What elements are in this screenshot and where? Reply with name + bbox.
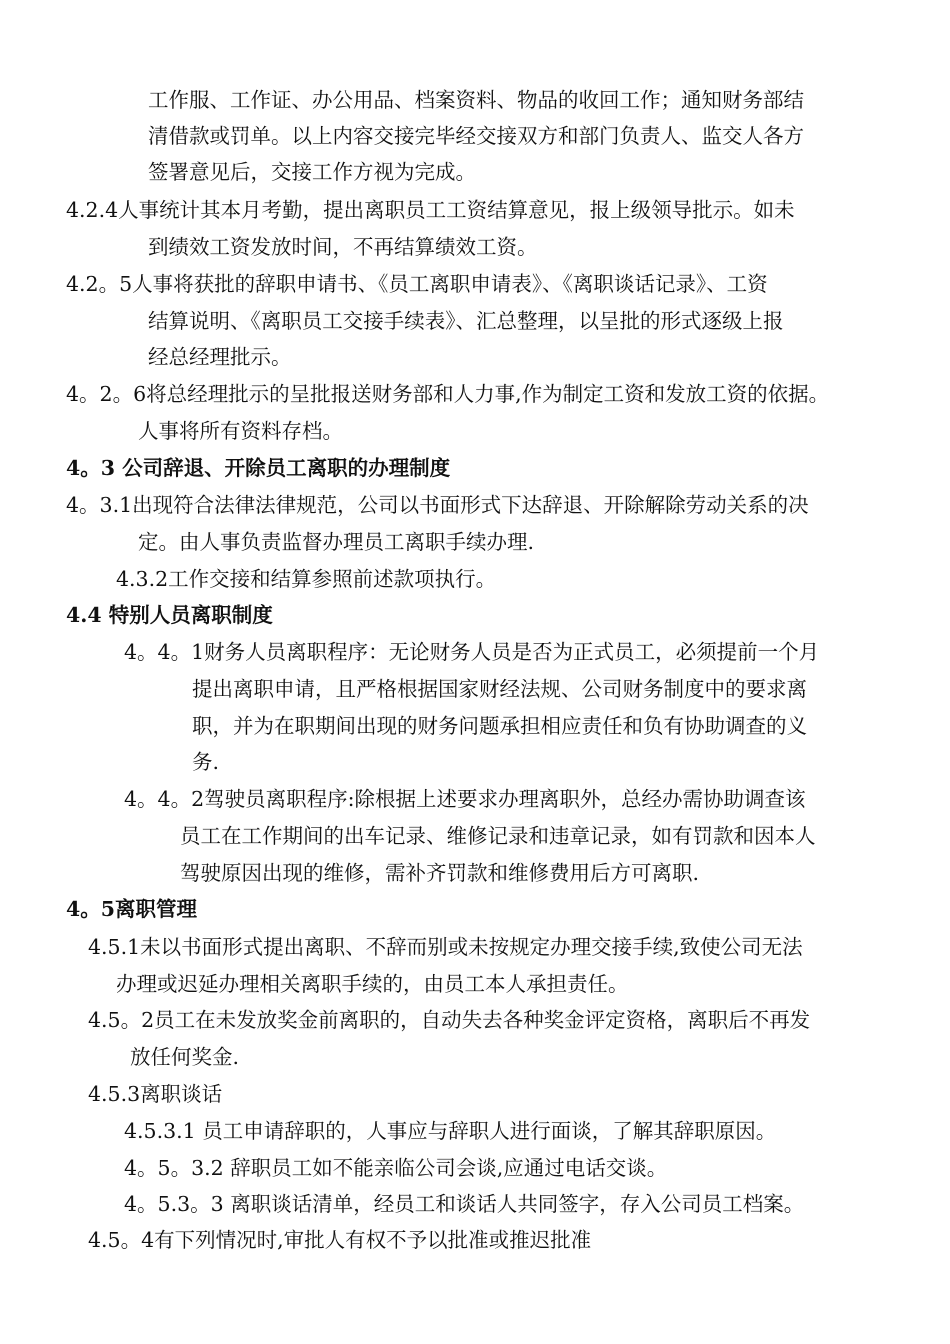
text-line: 职，并为在职期间出现的财务问题承担相应责任和负有协助调查的义: [192, 714, 807, 738]
text-line: 到绩效工资发放时间，不再结算绩效工资。: [148, 235, 538, 259]
text-line: 定。由人事负责监督办理员工离职手续办理.: [138, 530, 535, 554]
text-line: 4.5.3.1 员工申请辞职的，人事应与辞职人进行面谈，了解其辞职原因。: [124, 1119, 777, 1143]
text-line: 清借款或罚单。以上内容交接完毕经交接双方和部门负责人、监交人各方: [148, 124, 804, 148]
text-line: 4。5.3。3 离职谈话清单，经员工和谈话人共同签字，存入公司员工档案。: [124, 1192, 805, 1216]
text-line: 提出离职申请，且严格根据国家财经法规、公司财务制度中的要求离: [192, 677, 807, 701]
text-line: 务.: [192, 750, 220, 774]
text-line: 放任何奖金.: [130, 1045, 240, 1069]
text-line: 工作服、工作证、办公用品、档案资料、物品的收回工作；通知财务部结: [148, 88, 804, 112]
text-line: 签署意见后，交接工作方视为完成。: [148, 160, 476, 184]
text-line: 4.3.2工作交接和结算参照前述款项执行。: [116, 567, 497, 591]
text-line: 4.2。5人事将获批的辞职申请书、《员工离职申请表》、《离职谈话记录》、工资: [66, 272, 768, 296]
text-line: 4。3.1出现符合法律法律规范，公司以书面形式下达辞退、开除解除劳动关系的决: [66, 493, 809, 517]
text-line: 结算说明、《离职员工交接手续表》、汇总整理，以呈批的形式逐级上报: [148, 309, 784, 333]
text-line: 办理或迟延办理相关离职手续的，由员工本人承担责任。: [116, 972, 629, 996]
text-line: 4.5。2员工在未发放奖金前离职的，自动失去各种奖金评定资格，离职后不再发: [88, 1008, 811, 1032]
text-line: 4.2.4人事统计其本月考勤，提出离职员工工资结算意见，报上级领导批示。如未: [66, 198, 795, 222]
section-heading: 4.4 特别人员离职制度: [66, 603, 273, 627]
text-line: 4。4。2驾驶员离职程序:除根据上述要求办理离职外，总经办需协助调查该: [124, 787, 806, 811]
section-heading: 4。5离职管理: [66, 897, 198, 921]
text-line: 4。2。6将总经理批示的呈批报送财务部和人力事,作为制定工资和发放工资的依据。: [66, 382, 830, 406]
text-line: 4.5.3离职谈话: [88, 1082, 223, 1106]
text-line: 4.5。4有下列情况时,审批人有权不予以批准或推迟批准: [88, 1228, 592, 1252]
text-line: 人事将所有资料存档。: [138, 419, 343, 443]
text-line: 4。4。1财务人员离职程序：无论财务人员是否为正式员工，必须提前一个月: [124, 640, 820, 664]
text-line: 经总经理批示。: [148, 345, 292, 369]
text-line: 驾驶原因出现的维修，需补齐罚款和维修费用后方可离职.: [180, 861, 700, 885]
text-line: 4.5.1未以书面形式提出离职、不辞而别或未按规定办理交接手续,致使公司无法: [88, 935, 803, 959]
section-heading: 4。3 公司辞退、开除员工离职的办理制度: [66, 456, 451, 480]
text-line: 员工在工作期间的出车记录、维修记录和违章记录，如有罚款和因本人: [180, 824, 816, 848]
text-line: 4。5。3.2 辞职员工如不能亲临公司会谈,应通过电话交谈。: [124, 1156, 668, 1180]
